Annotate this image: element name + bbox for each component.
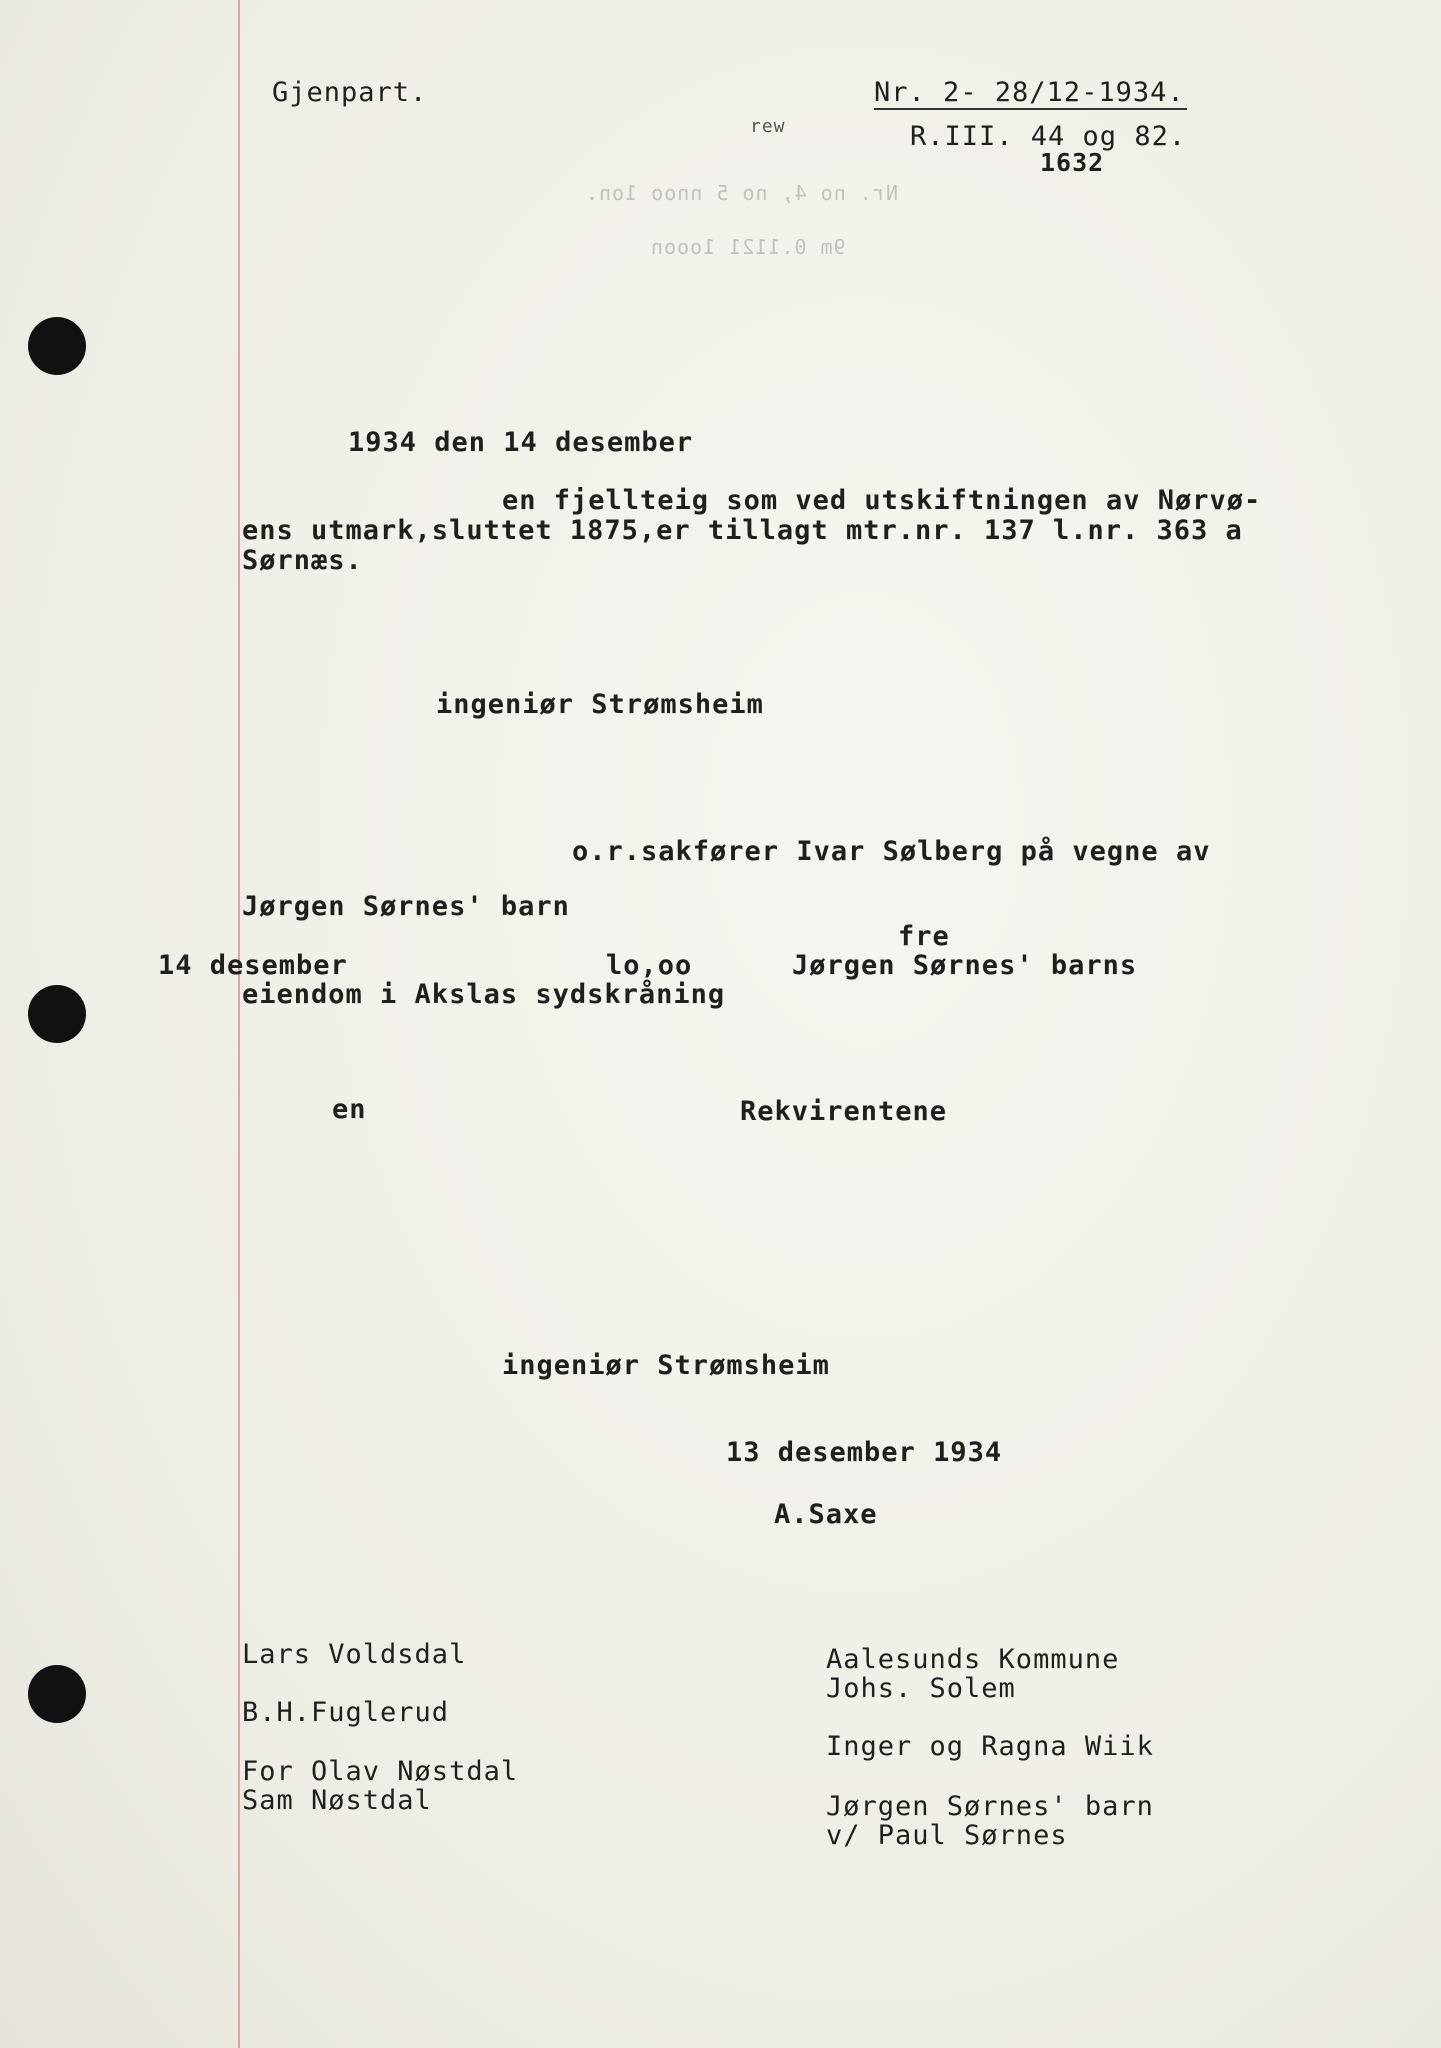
rekvirentene-word: Rekvirentene (740, 1096, 948, 1127)
stamp-mark: rew (750, 116, 786, 137)
header-reference-number: Nr. 2- 28/12-1934. (874, 77, 1185, 108)
paragraph-line-2: ens utmark,sluttet 1875,er tillagt mtr.nr. 137 l.nr. 363 a (242, 515, 1243, 546)
property-line: eiendom i Akslas sydskråning (242, 979, 726, 1010)
en-word: en (332, 1094, 367, 1125)
signed-date: 13 desember 1934 (726, 1437, 1003, 1468)
paragraph-line-3: Sørnæs. (242, 545, 363, 576)
meeting-time: lo,oo (606, 950, 693, 981)
signature-aalesunds-kommune: Aalesunds Kommune (826, 1644, 1120, 1675)
signature-inger-ragna-wiik: Inger og Ragna Wiik (826, 1731, 1154, 1762)
children-possessive: Jørgen Sørnes' barns (792, 950, 1138, 981)
engineer-name-1: ingeniør Strømsheim (436, 689, 764, 720)
signature-for-olav-nostdal: For Olav Nøstdal (242, 1756, 519, 1787)
signature-paul-sornes: v/ Paul Sørnes (826, 1820, 1068, 1851)
signature-sam-nostdal: Sam Nøstdal (242, 1785, 432, 1816)
lawyer-line: o.r.sakfører Ivar Sølberg på vegne av (572, 836, 1211, 867)
bleed-through-line-1: Nr. no 4, no 5 nnoo 1on. (585, 181, 898, 205)
punch-hole-bottom (28, 1665, 86, 1723)
punch-hole-middle (28, 985, 86, 1043)
meeting-date: 14 desember (158, 950, 348, 981)
signature-lars-voldsdal: Lars Voldsdal (242, 1639, 467, 1670)
header-gjenpart: Gjenpart. (272, 77, 428, 108)
bleed-through-line-2: 9m 0.1121 1ooon (650, 235, 846, 259)
header-underline (874, 108, 1187, 110)
punch-hole-top (28, 317, 86, 375)
paragraph-line-1: en fjellteig som ved utskiftningen av Nørvø- (502, 485, 1262, 516)
margin-line (238, 0, 240, 2048)
engineer-name-2: ingeniør Strømsheim (502, 1350, 830, 1381)
signature-jorgen-sornes-barn: Jørgen Sørnes' barn (826, 1791, 1154, 1822)
children-line: Jørgen Sørnes' barn (242, 891, 570, 922)
header-register: R.III. 44 og 82. (910, 121, 1187, 152)
signature-fuglerud: B.H.Fuglerud (242, 1697, 450, 1728)
date-line: 1934 den 14 desember (348, 427, 694, 458)
signature-johs-solem: Johs. Solem (826, 1673, 1016, 1704)
fre-word: fre (898, 921, 950, 952)
signed-by: A.Saxe (774, 1499, 878, 1530)
page-number: 1632 (1040, 148, 1105, 177)
